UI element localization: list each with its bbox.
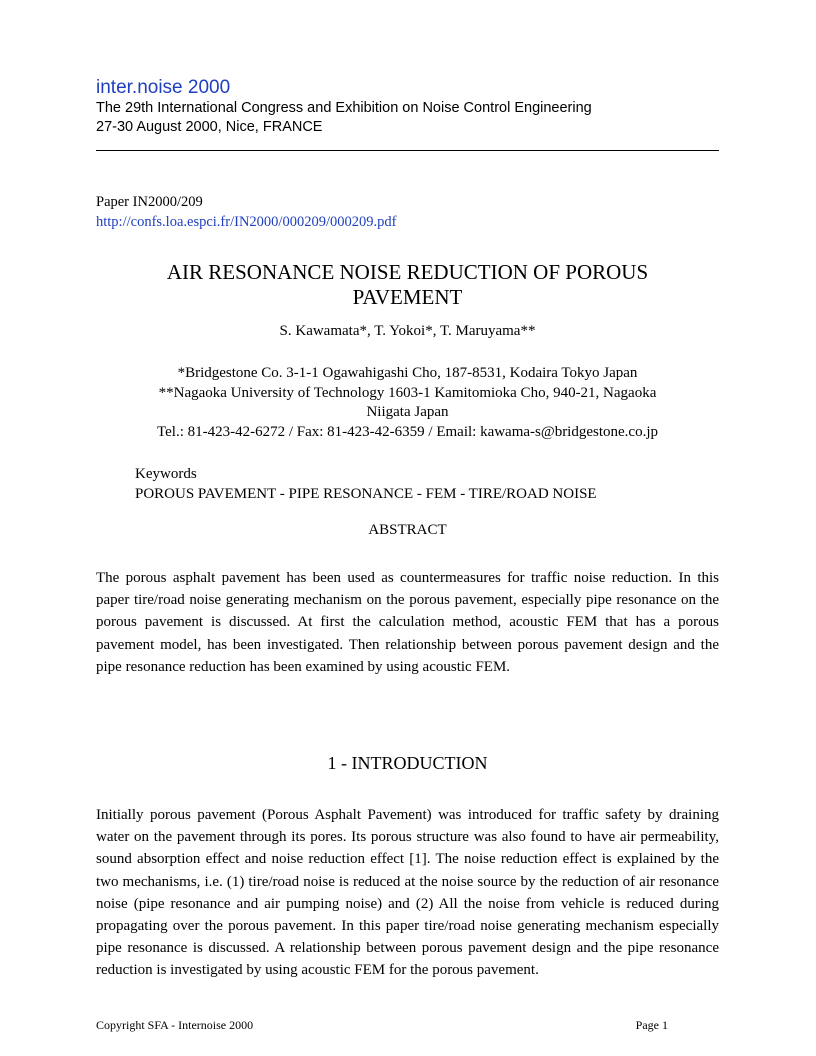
conference-subtitle: The 29th International Congress and Exhibition on Noise Control Engineering	[96, 100, 592, 116]
affiliations	[60, 364, 755, 442]
conference-date-location: 27-30 August 2000, Nice, FRANCE	[96, 119, 323, 135]
authors: S. Kawamata*, T. Yokoi*, T. Maruyama**	[279, 323, 536, 339]
contact-line: Tel.: 81-423-42-6272 / Fax: 81-423-42-6359 / Email: kawama-s@bridgestone.co.jp	[157, 423, 658, 440]
paper-title-line: PAVEMENT	[352, 285, 463, 309]
paper-title	[96, 260, 719, 310]
abstract-heading: ABSTRACT	[368, 522, 447, 538]
keywords-label: Keywords	[135, 466, 197, 482]
conference-title: inter.noise 2000	[96, 77, 231, 98]
header-divider	[96, 150, 719, 151]
keywords-list: POROUS PAVEMENT - PIPE RESONANCE - FEM - TIRE/ROAD NOISE	[135, 485, 597, 502]
keywords-block	[135, 465, 597, 504]
paper-id: Paper IN2000/209	[96, 194, 203, 210]
footer-page-number: Page 1	[635, 1018, 668, 1032]
affiliation-line: Niigata Japan	[366, 404, 449, 420]
introduction-heading: 1 - INTRODUCTION	[327, 753, 488, 773]
introduction-text: Initially porous pavement (Porous Asphalt Pavement) was introduced for traffic safety by draining water on the pavement through its pores. Its porous structure was also found to have air permeability, sound absorption effect and noise reduction effect [1]. The noise reduction effect is explained by the two mechanisms, i.e. (1) tire/road noise is reduced at the noise source by the reduction of air resonance noise (pipe resonance and air pumping noise) and (2) All the noise from vehicle is reduced during propagating over the porous pavement. In this paper tire/road noise generating mechanism especially pipe resonance is discussed. A relationship between porous pavement design and the pipe resonance reduction is investigated by using acoustic FEM for the porous pavement.	[96, 807, 719, 979]
affiliation-line: *Bridgestone Co. 3-1-1 Ogawahigashi Cho, 187-8531, Kodaira Tokyo Japan	[177, 365, 638, 381]
abstract-text: The porous asphalt pavement has been used as countermeasures for traffic noise reduction. In this paper tire/road noise generating mechanism on the porous pavement, especially pipe resonance on the porous pavement is discussed. At first the calculation method, acoustic FEM that has a porous pavement model, has been investigated. Then relationship between porous pavement design and the pipe resonance reduction has been examined by using acoustic FEM.	[96, 570, 719, 675]
paper-url-link[interactable]: http://confs.loa.espci.fr/IN2000/000209/000209.pdf	[96, 214, 397, 230]
affiliation-line: **Nagaoka University of Technology 1603-1 Kamitomioka Cho, 940-21, Nagaoka	[158, 384, 657, 401]
paper-title-line: AIR RESONANCE NOISE REDUCTION OF POROUS	[166, 260, 649, 284]
footer-copyright: Copyright SFA - Internoise 2000	[96, 1018, 254, 1032]
